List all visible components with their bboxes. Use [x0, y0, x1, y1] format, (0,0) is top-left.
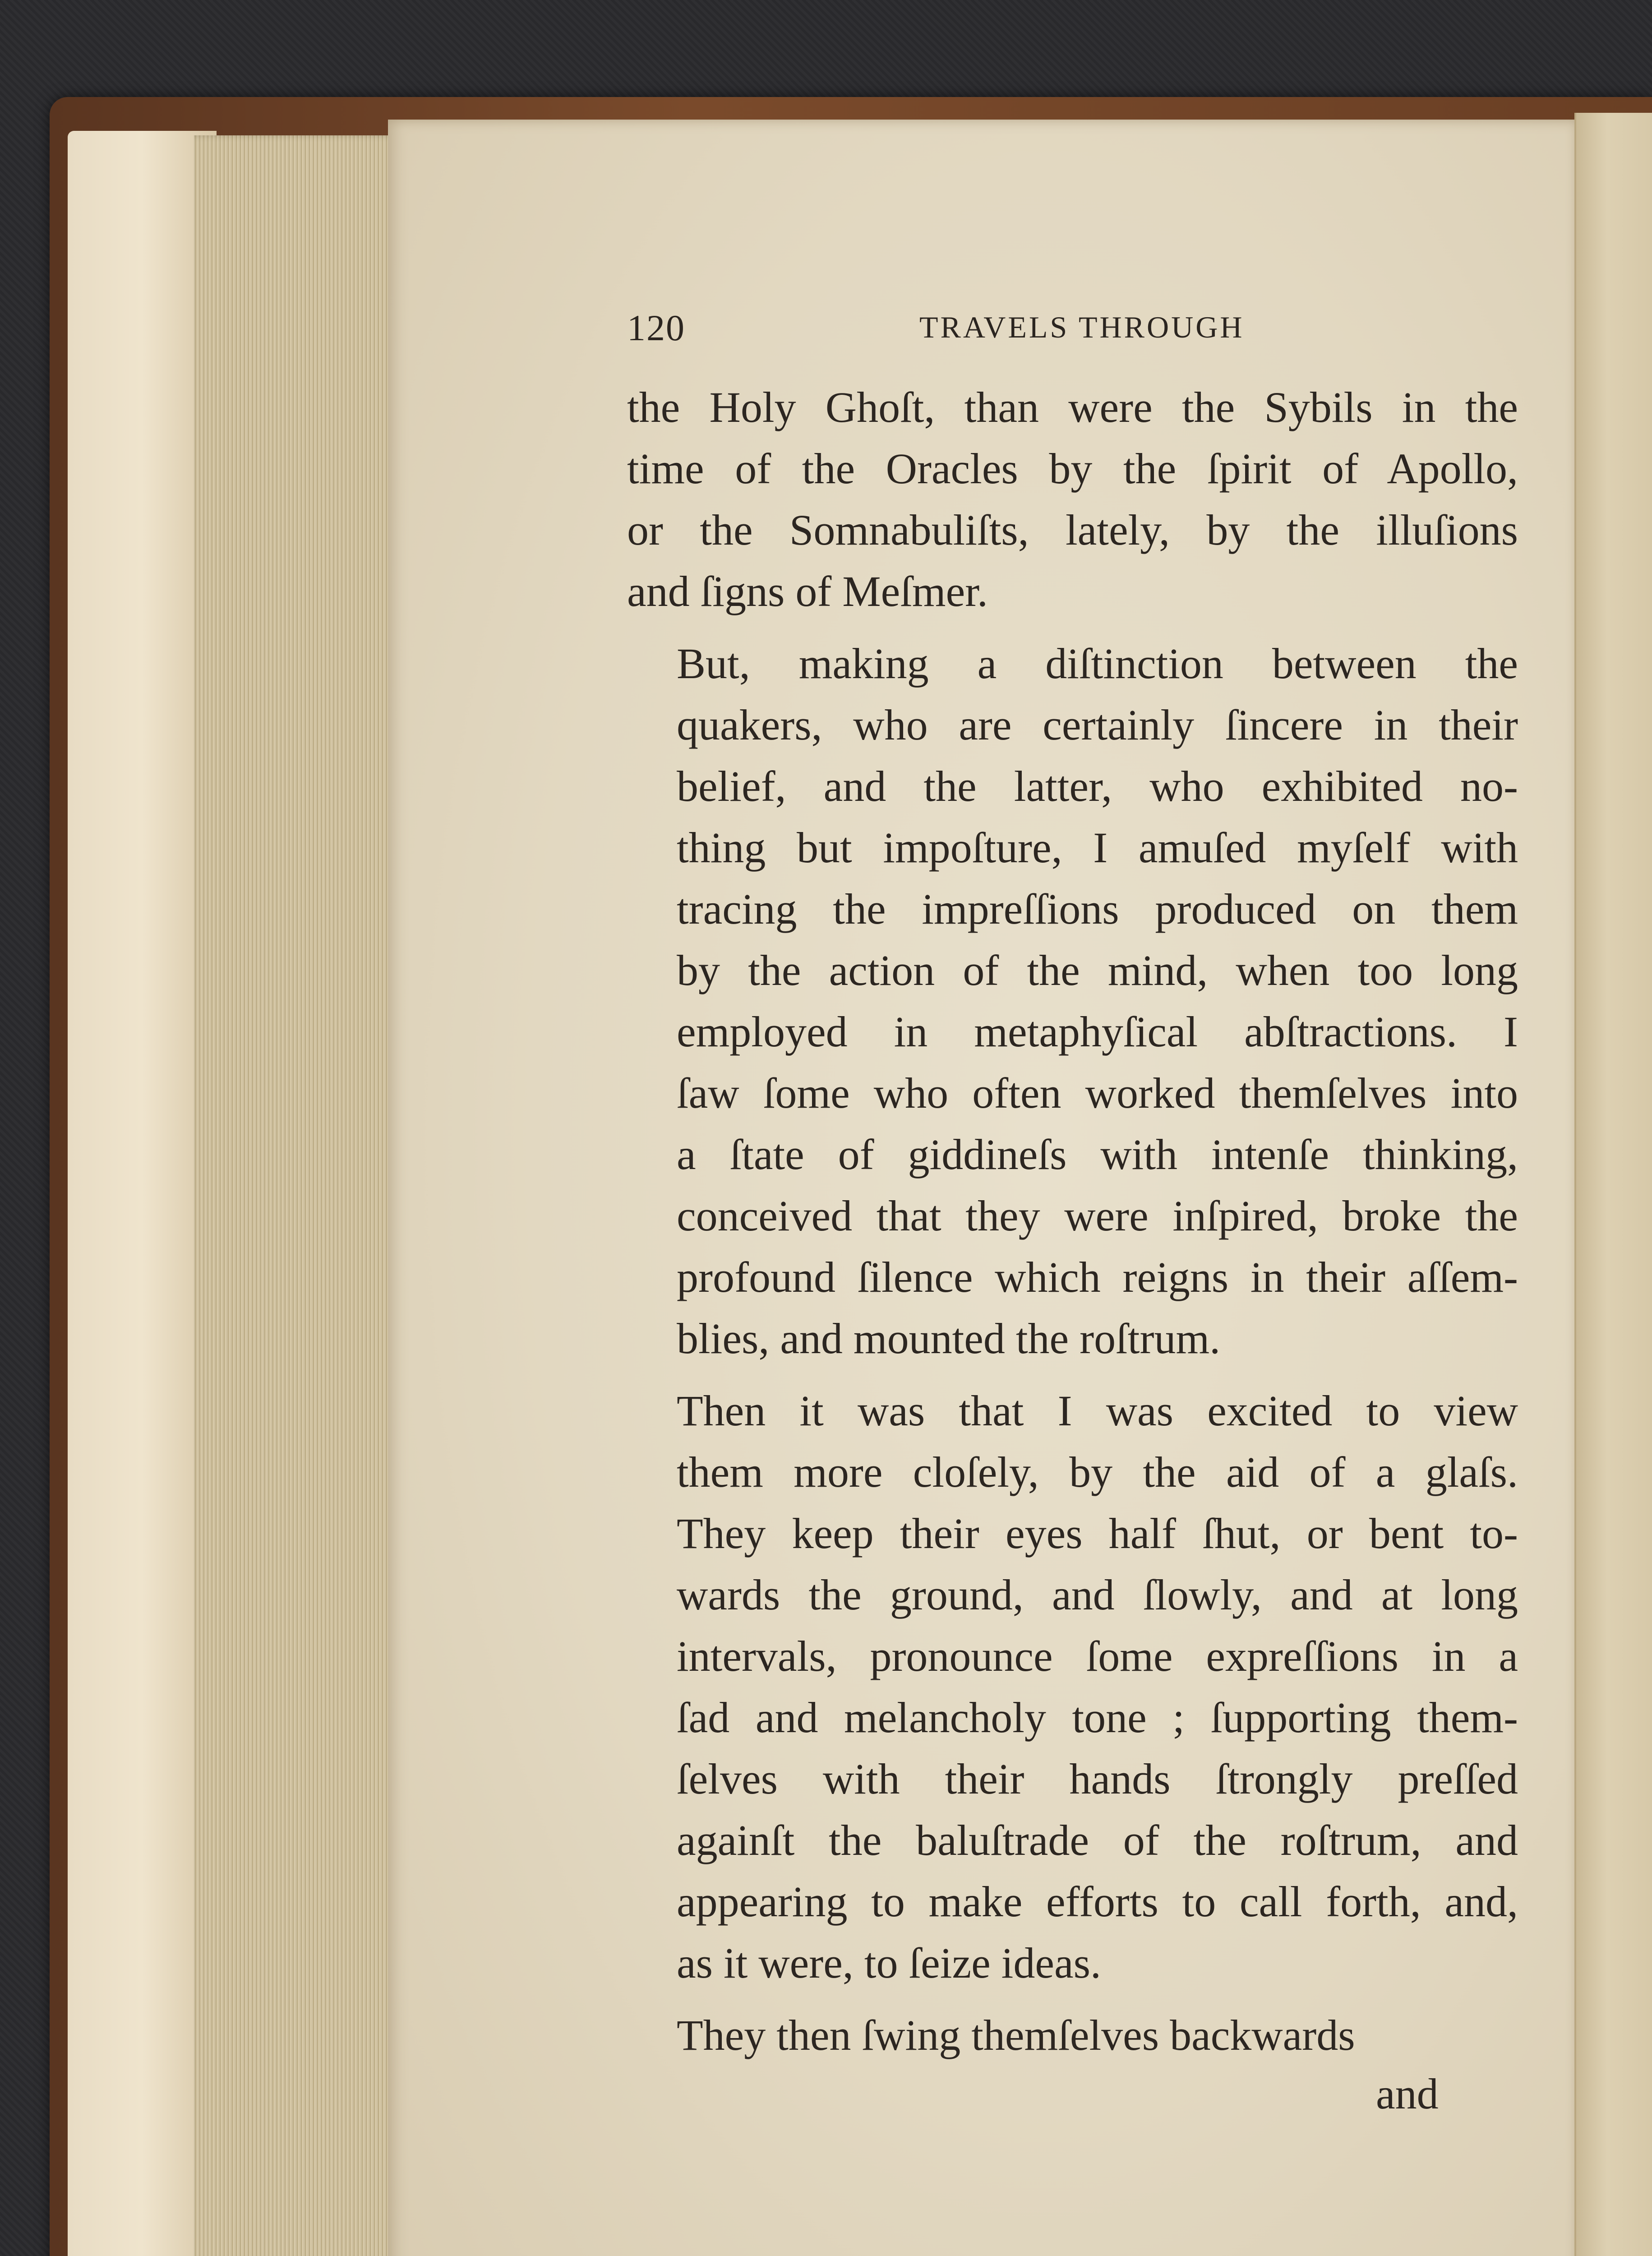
- text-line: belief, and the latter, who exhibited no-: [677, 762, 1518, 810]
- text-line: ſelves with their hands ſtrongly preſſed: [677, 1755, 1518, 1803]
- text-line: ſad and melancholy tone ; ſupporting them-: [677, 1693, 1518, 1742]
- facing-page-edge: [1574, 113, 1652, 2256]
- running-head: [627, 307, 1475, 356]
- text-line: by the action of the mind, when too long: [677, 946, 1518, 994]
- paragraph: [627, 633, 1518, 1369]
- text-line: the Holy Ghoſt, than were the Sybils in the: [627, 383, 1518, 431]
- text-line: blies, and mounted the roſtrum.: [677, 1314, 1221, 1363]
- text-line: intervals, pronounce ſome expreſſions in a: [677, 1632, 1518, 1680]
- text-line: a ſtate of giddineſs with intenſe thinking,: [677, 1130, 1518, 1179]
- page-edges: [194, 135, 401, 2256]
- text-line: employed in metaphyſical abſtractions. I: [677, 1008, 1518, 1056]
- paragraph: [627, 2005, 1518, 2066]
- text-line: againſt the baluſtrade of the roſtrum, and: [677, 1816, 1518, 1864]
- text-line: tracing the impreſſions produced on them: [677, 885, 1518, 933]
- text-line: time of the Oracles by the ſpirit of Apollo,: [627, 444, 1518, 493]
- paragraph: [627, 377, 1518, 622]
- text-line: They keep their eyes half ſhut, or bent to-: [677, 1509, 1518, 1558]
- text-line: But, making a diſtinction between the: [677, 639, 1518, 688]
- text-line: appearing to make efforts to call forth, and,: [677, 1877, 1518, 1926]
- text-line: and ſigns of Meſmer.: [627, 567, 988, 615]
- running-title: TRAVELS THROUGH: [919, 310, 1245, 344]
- text-line: wards the ground, and ſlowly, and at long: [677, 1571, 1518, 1619]
- page-number: 120: [627, 307, 685, 348]
- text-line: ſaw ſome who often worked themſelves into: [677, 1069, 1518, 1117]
- text-line: thing but impoſture, I amuſed myſelf with: [677, 823, 1518, 872]
- text-line: They then ſwing themſelves backwards: [677, 2011, 1355, 2059]
- body-text: [627, 377, 1518, 2066]
- text-line: Then it was that I was excited to view: [677, 1387, 1518, 1435]
- paragraph: [627, 1380, 1518, 1994]
- text-line: them more cloſely, by the aid of a glaſs.: [677, 1448, 1518, 1496]
- text-line: as it were, to ſeize ideas.: [677, 1939, 1101, 1987]
- text-line: profound ſilence which reigns in their aſſem-: [677, 1253, 1518, 1301]
- text-line: or the Somnabuliſts, lately, by the illuſions: [627, 506, 1518, 554]
- text-line: quakers, who are certainly ſincere in their: [677, 701, 1518, 749]
- catchword: and: [1376, 2070, 1439, 2118]
- text-line: conceived that they were inſpired, broke the: [677, 1192, 1518, 1240]
